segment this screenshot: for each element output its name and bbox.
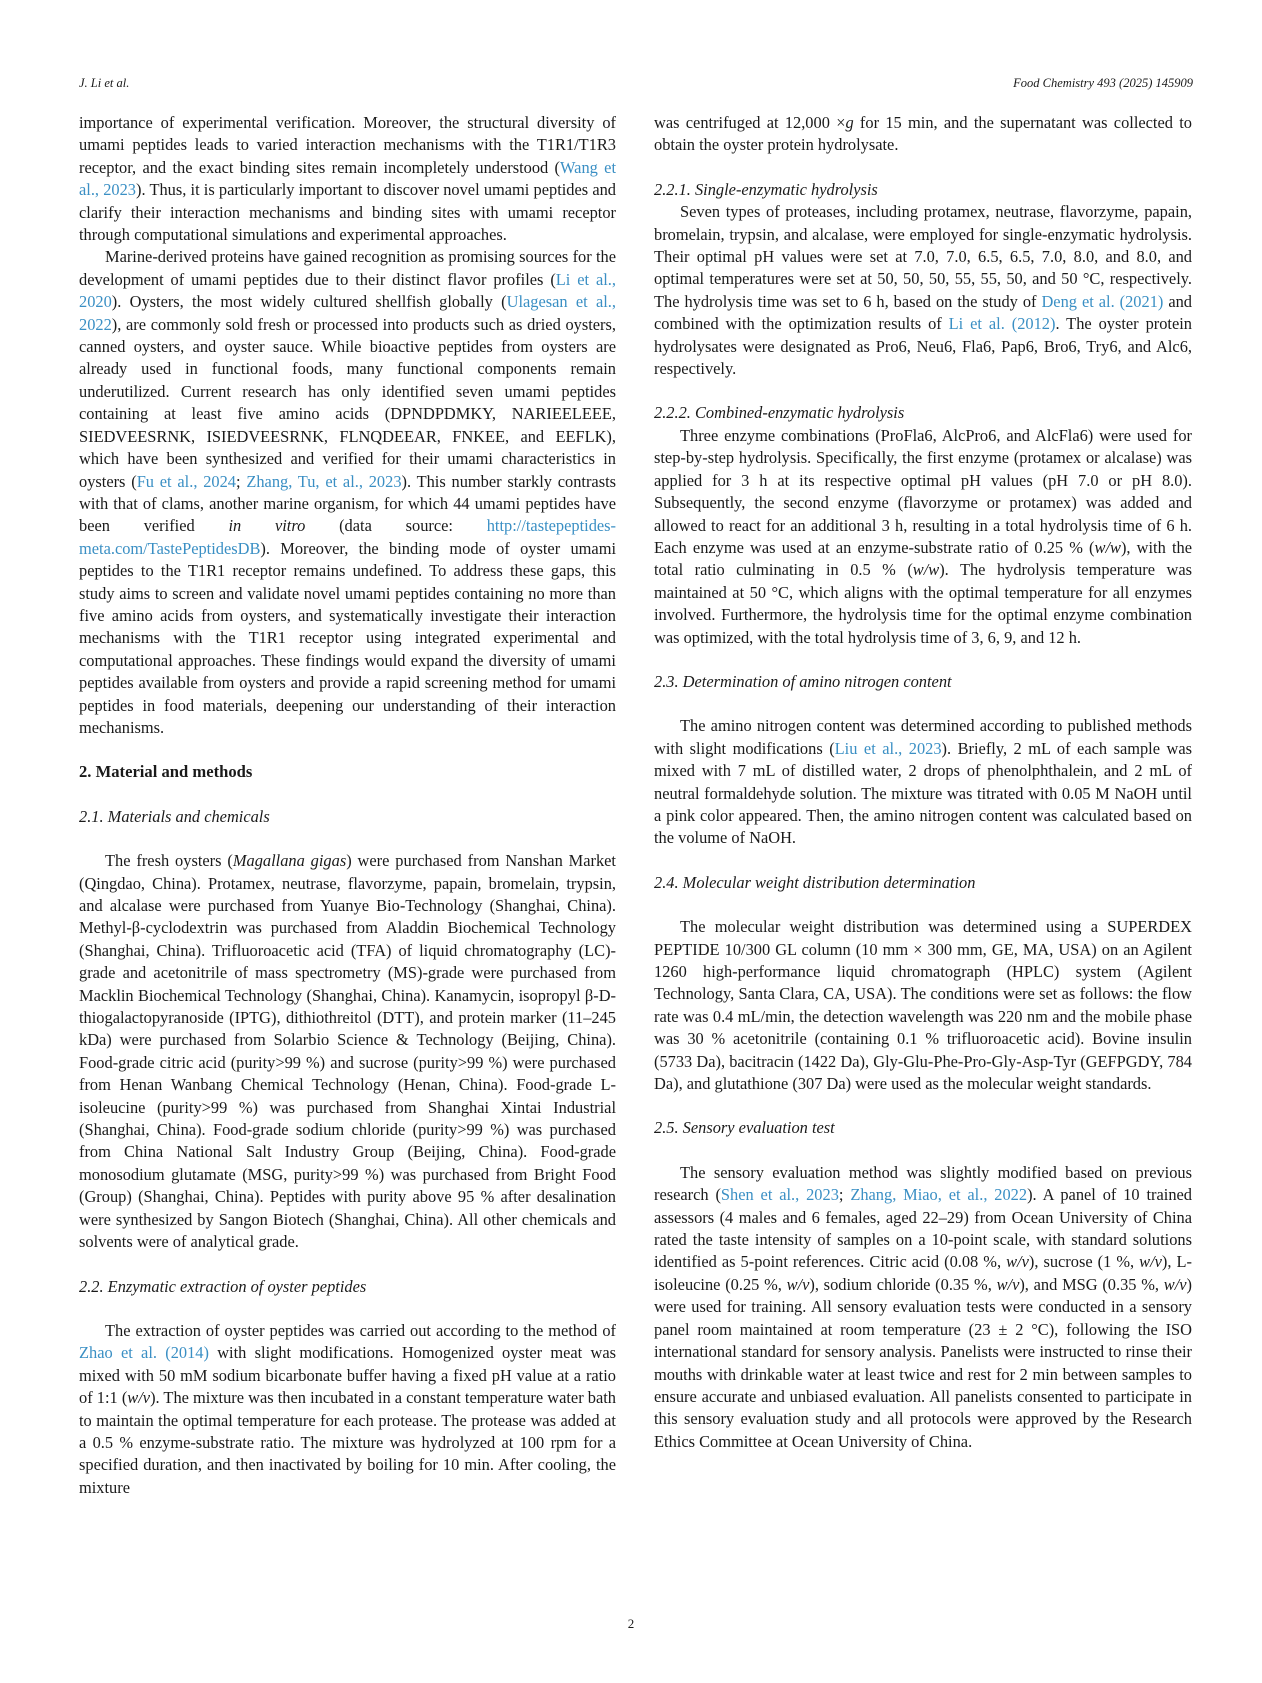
paragraph-amino-nitrogen: The amino nitrogen content was determined according to published methods with slight modifications (Liu et al., 2023). Briefly, 2 mL of each sample was mixed with 7 mL of distilled water, 2 drops of phenolphthalein, and 2 mL of neutral formaldehyde solution. The mixture was titrated with 0.05 M NaOH until a pink color appeared. Then, the amino nitrogen content was calculated based on the volume of NaOH. bbox=[654, 716, 1192, 848]
citation-link[interactable]: Shen et al., 2023 bbox=[720, 1185, 839, 1205]
right-column bbox=[654, 112, 1192, 1453]
running-head-authors: J. Li et al. bbox=[79, 76, 130, 90]
paragraph-sensory: The sensory evaluation method was slightly modified based on previous research (Shen et al., 2023; Zhang, Miao, et al., 2022). A panel of 10 trained assessors (4 males and 6 females, aged 22–29) from Ocean University of China rated the taste intensity of samples on a 10-point scale, with standard solutions identified as 5-point references. Citric acid (0.08 %, w/v), sucrose (1 %, w/v), L-isoleucine (0.25 %, w/v), sodium chloride (0.35 %, w/v), and MSG (0.35 %, w/v) were used for training. All sensory evaluation tests were conducted in a sensory panel room maintained at room temperature (23 ± 2 °C), following the ISO international standard for sensory analysis. Panelists were instructed to rinse their mouths with drinkable water at least twice and rest for 2 min between samples to ensure accurate and unbiased evaluation. All panelists consented to participate in this sensory evaluation study and all protocols were approved by the Research Ethics Committee at Ocean University of China. bbox=[654, 1162, 1192, 1451]
running-head-journal: Food Chemistry 493 (2025) 145909 bbox=[1013, 76, 1193, 90]
page-number: 2 bbox=[627, 1616, 635, 1631]
citation-link[interactable]: Zhang, Tu, et al., 2023 bbox=[246, 471, 402, 491]
citation-link[interactable]: Li et al. (2012) bbox=[948, 314, 1056, 334]
database-url-link[interactable]: http://tastepeptides-meta.com/TastePeptidesDB bbox=[79, 516, 616, 558]
citation-link[interactable]: Fu et al., 2024 bbox=[136, 471, 236, 491]
subsection-heading-sensory: 2.5. Sensory evaluation test bbox=[654, 1118, 835, 1138]
paragraph-single-enzymatic: Seven types of proteases, including protamex, neutrase, flavorzyme, papain, bromelain, trypsin, and alcalase, were employed for single-enzymatic hydrolysis. Their optimal pH values were set at 7.0, 7.0, 6.5, 6.5, 7.0, 8.0, and 8.0, and optimal temperatures were set at 50, 50, 50, 55, 55, 50, and 50 °C, respectively. The hydrolysis time was set to 6 h, based on the study of Deng et al. (2021) and combined with the optimization results of Li et al. (2012). The oyster protein hydrolysates were designated as Pro6, Neu6, Fla6, Pap6, Bro6, Try6, and Alc6, respectively. bbox=[654, 202, 1193, 379]
citation-link[interactable]: Zhang, Miao, et al., 2022 bbox=[850, 1185, 1028, 1205]
citation-link[interactable]: Deng et al. (2021) bbox=[1041, 291, 1164, 311]
subsection-heading-materials: 2.1. Materials and chemicals bbox=[79, 806, 270, 826]
subsection-heading-enzymatic-extraction: 2.2. Enzymatic extraction of oyster peptides bbox=[79, 1276, 367, 1296]
citation-link[interactable]: Zhao et al. (2014) bbox=[79, 1343, 209, 1363]
paragraph-molecular-weight: The molecular weight distribution was determined using a SUPERDEX PEPTIDE 10/300 GL column (10 mm × 300 mm, GE, MA, USA) on an Agilent 1260 high-performance liquid chromatograph (HPLC) system (Agilent Technology, Santa Clara, CA, USA). The conditions were set as follows: the flow rate was 0.4 mL/min, the detection wavelength was 220 nm and the mobile phase was 30 % acetonitrile (containing 0.1 % trifluoroacetic acid). Bovine insulin (5733 Da), bacitracin (1422 Da), Gly-Glu-Phe-Pro-Gly-Asp-Tyr (GEFPGDY, 784 Da), and glutathione (307 Da) were used as the molecular weight standards. bbox=[654, 917, 1192, 1094]
paragraph-combined-enzymatic: Three enzyme combinations (ProFla6, AlcPro6, and AlcFla6) were used for step-by-step hydrolysis. Specifically, the first enzyme (protamex or alcalase) was applied for 3 h at its respective optimal pH values (pH 7.0 or pH 8.0). Subsequently, the second enzyme (flavorzyme or protamex) was added and allowed to react for an additional 3 h, resulting in a total hydrolysis time of 6 h. Each enzyme was used at an enzyme-substrate ratio of 0.25 % (w/w), with the total ratio culminating in 0.5 % (w/w). The hydrolysis temperature was maintained at 50 °C, which aligns with the optimal temperature for all enzymes involved. Furthermore, the hydrolysis time for the optimal enzyme combination was optimized, with the total hydrolysis time of 3, 6, 9, and 12 h. bbox=[654, 425, 1192, 647]
paragraph-intro-end: importance of experimental verification. Moreover, the structural diversity of umami peptides leads to varied interaction mechanisms with the T1R1/T1R3 receptor, and the exact binding sites remain incompletely understood (Wang et al., 2023). Thus, it is particularly important to discover novel umami peptides and clarify their interaction mechanisms and binding sites with umami receptor through computational simulations and experimental approaches. bbox=[79, 113, 617, 245]
citation-link[interactable]: Wang et al., 2023 bbox=[79, 157, 617, 200]
citation-link[interactable]: Li et al., 2020 bbox=[79, 269, 616, 312]
subsection-heading-molecular-weight: 2.4. Molecular weight distribution determination bbox=[654, 872, 976, 892]
subsubsection-heading-combined-enzymatic: 2.2.2. Combined-enzymatic hydrolysis bbox=[654, 403, 905, 423]
paragraph-marine-proteins: Marine-derived proteins have gained recognition as promising sources for the development of umami peptides due to their distinct flavor profiles (Li et al., 2020). Oysters, the most widely cultured shellfish globally (Ulagesan et al., 2022), are commonly sold fresh or processed into products such as dried oysters, canned oysters, and oyster sauce. While bioactive peptides from oysters are already used in functional foods, many functional components remain underutilized. Current research has only identified seven umami peptides containing at least five amino acids (DPNDPDMKY, NARIEELEEE, SIEDVEESRNK, ISIEDVEESRNK, FLNQDEEAR, FNKEE, and EEFLK), which have been synthesized and verified for their umami characteristics in oysters (Fu et al., 2024; Zhang, Tu, et al., 2023). This number starkly contrasts with that of clams, another marine organism, for which 44 umami peptides have been verified in vitro (data source: http://tastepeptides-meta.com/TastePeptidesDB). Moreover, the binding mode of oyster umami peptides to the T1R1 receptor remains undefined. To address these gaps, this study aims to screen and validate novel umami peptides containing no more than five amino acids from oysters, and systematically investigate their interaction mechanisms with the T1R1 receptor using integrated experimental and computational approaches. These findings would expand the diversity of umami peptides available from oysters and provide a rapid screening method for umami peptides in food materials, deepening our understanding of their interaction mechanisms. bbox=[79, 247, 617, 737]
left-column bbox=[79, 112, 616, 1499]
citation-link[interactable]: Ulagesan et al., 2022 bbox=[79, 292, 616, 334]
subsection-heading-amino-nitrogen: 2.3. Determination of amino nitrogen content bbox=[654, 671, 952, 691]
subsubsection-heading-single-enzymatic: 2.2.1. Single-enzymatic hydrolysis bbox=[654, 179, 878, 199]
paragraph-extraction: The extraction of oyster peptides was carried out according to the method of Zhao et al. (2014) with slight modifications. Homogenized oyster meat was mixed with 50 mM sodium bicarbonate buffer having a fixed pH value at a ratio of 1:1 (w/v). The mixture was then incubated in a constant temperature water bath to maintain the optimal temperature for each protease. The protease was added at a 0.5 % enzyme-substrate ratio. The mixture was hydrolyzed at 100 rpm for a specified duration, and then inactivated by boiling for 10 min. After cooling, the mixture bbox=[79, 1320, 616, 1497]
paragraph-centrifuge: was centrifuged at 12,000 ×g for 15 min, and the supernatant was collected to obtain the oyster protein hydrolysate. bbox=[654, 113, 1192, 155]
citation-link[interactable]: Liu et al., 2023 bbox=[834, 738, 942, 758]
section-heading-methods: 2. Material and methods bbox=[79, 762, 253, 782]
paragraph-materials: The fresh oysters (Magallana gigas) were purchased from Nanshan Market (Qingdao, China). Protamex, neutrase, flavorzyme, papain, bromelain, trypsin, and alcalase were purchased from Yuanye Bio-Technology (Shanghai, China). Methyl-β-cyclodextrin was purchased from Aladdin Biochemical Technology (Shanghai, China). Trifluoroacetic acid (TFA) of liquid chromatography (LC)-grade and acetonitrile of mass spectrometry (MS)-grade were purchased from Macklin Biochemical Technology (Shanghai, China). Kanamycin, isopropyl β-D-thiogalactopyranoside (IPTG), dithiothreitol (DTT), and protein marker (11–245 kDa) were purchased from Solarbio Science & Technology (Beijing, China). Food-grade citric acid (purity>99 %) and sucrose (purity>99 %) were purchased from Henan Wanbang Chemical Technology (Henan, China). Food-grade L-isoleucine (purity>99 %) was purchased from Shanghai Xintai Industrial (Shanghai, China). Food-grade sodium chloride (purity>99 %) was purchased from China National Salt Industry Group (Beijing, China). Food-grade monosodium glutamate (MSG, purity>99 %) was purchased from Bright Food (Group) (Shanghai, China). Peptides with purity above 95 % after desalination were synthesized by Sangon Biotech (Shanghai, China). All other chemicals and solvents were of analytical grade. bbox=[79, 851, 616, 1252]
